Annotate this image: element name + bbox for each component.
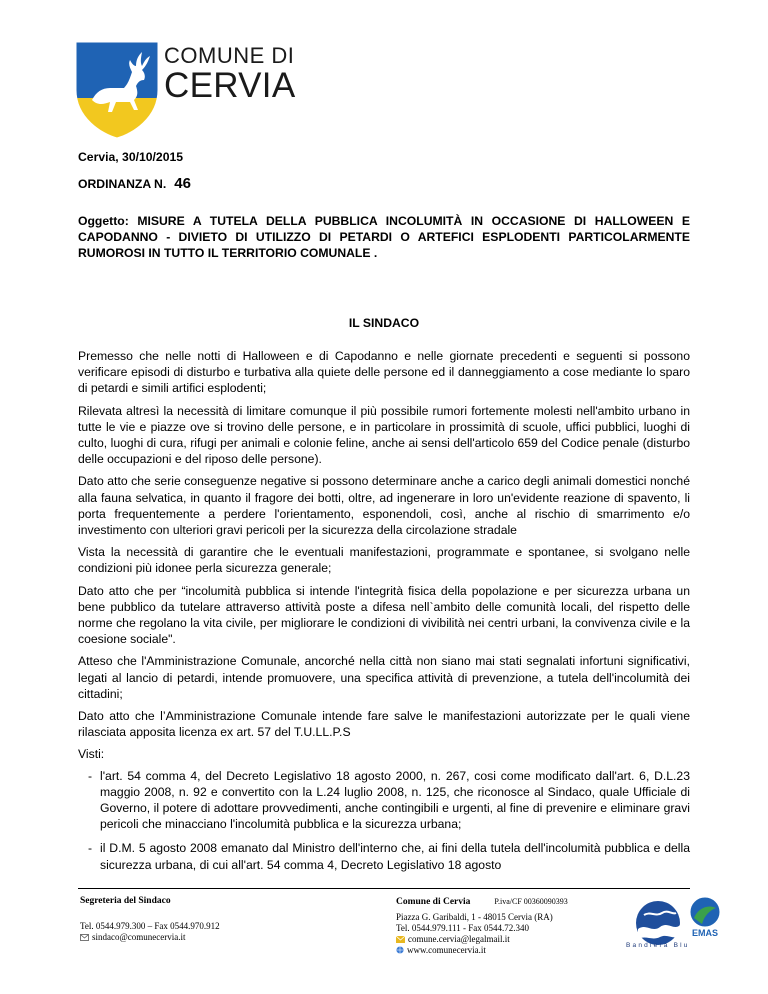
footer-left-email-row xyxy=(80,932,220,943)
web-icon xyxy=(396,946,404,954)
email-icon xyxy=(396,936,405,943)
paragraph-vista: Vista la necessità di garantire che le eventuali manifestazioni, programmate e spontanee, si svolgano nelle condizioni più idonee perla sicurezza generale; xyxy=(78,545,690,576)
paragraph-atteso: Atteso che l'Amministrazione Comunale, ancorché nella città non siano mai stati segnalati infortuni significativi, legati al lancio di petardi, intende promuovere, una specifica attività di prevenzione, a tutela dell'incolumità dei cittadini; xyxy=(78,654,690,701)
paragraph-premesso: Premesso che nelle notti di Halloween e di Capodanno e nelle giornate precedenti e seguenti si possono verificare episodi di disturbo e turbativa alla quiete delle persone ed il danneggiamento a cose mediante lo sparo di petardi e simili artifici esplodenti; xyxy=(78,349,690,396)
ordinance-number xyxy=(78,175,191,192)
footer-comune xyxy=(396,896,568,956)
footer-right-email-row xyxy=(396,934,568,945)
document-subject: Oggetto: MISURE A TUTELA DELLA PUBBLICA INCOLUMITÀ IN OCCASIONE DI HALLOWEEN E CAPODANNO - DIVIETO DI UTILIZZO DI PETARDI O ARTEFICI ESPLODENTI PARTICOLARMENTE RUMOROSI IN TUTTO IL TERRITORIO COMUNALE . xyxy=(78,214,690,261)
footer-right-title: Comune di Cervia xyxy=(396,897,471,907)
cervia-coat-of-arms-icon xyxy=(72,38,162,140)
section-heading: IL SINDACO xyxy=(348,316,420,330)
visti-label: Visti: xyxy=(78,747,105,762)
paragraph-rilevata: Rilevata altresì la necessità di limitare comunque il più possibile rumori fortemente molesti nell'ambito urbano in tutte le vie e piazze ove si trovino delle persone, e in particolare in prossimità di scuole, uffici pubblici, luoghi di culto, luoghi di cura, rifugi per animali e colonie feline, anche ai sensi dell'articolo 659 del Codice penale (disturbo delle occupazioni e del riposo delle persone). xyxy=(78,403,690,467)
logo-wordmark xyxy=(164,44,295,104)
list-item: - il D.M. 5 agosto 2008 emanato dal Ministro dell'interno che, ai fini della tutela dell'incolumità pubblica e della sicurezza urbana, di cui all'art. 54 comma 4, Decreto Legislativo 18 agosto xyxy=(88,841,690,872)
email-icon xyxy=(80,934,89,941)
bandiera-blu-label: Bandiera Blu xyxy=(626,942,690,949)
footer-right-web-row xyxy=(396,945,568,956)
footer-divider xyxy=(78,888,690,889)
emas-icon xyxy=(688,896,722,948)
footer-left-email[interactable]: sindaco@comunecervia.it xyxy=(92,932,186,942)
footer-right-email[interactable]: comune.cervia@legalmail.it xyxy=(408,934,510,944)
footer-left-title: Segreteria del Sindaco xyxy=(80,896,171,906)
list-item: - l'art. 54 comma 4, del Decreto Legislativo 18 agosto 2000, n. 267, cosi come modificato dall'art. 6, D.L.23 maggio 2008, n. 92 e convertito con la L.24 luglio 2008, n. 125, che riconosce al Sindaco, quale Ufficiale di Governo, il potere di adottare provvedimenti, anche contingibili e urgenti, al fine di prevenire e eliminare gravi pericoli che minacciano l'incolumità pubblica e la sicurezza urbana; xyxy=(88,768,690,832)
footer-right-phone: Tel. 0544.979.111 - Fax 0544.72.340 xyxy=(396,923,529,933)
logo-line-comune: COMUNE DI xyxy=(164,43,295,68)
paragraph-dato-atto-incolumita: Dato atto che per “incolumità pubblica si intende l'integrità fisica della popolazione e per sicurezza urbana un bene pubblico da tutelare attraverso attività poste a difesa nell`ambito delle comunità locali, del rispetto delle norme che regolano la vita civile, per migliorare le condizioni di vivibilità nei centri urbani, la convivenza civile e la coesione sociale". xyxy=(78,583,690,647)
paragraph-dato-atto-manifestazioni: Dato atto che l’Amministrazione Comunale intende fare salve le manifestazioni autorizzate per le quali viene rilasciata apposita licenza ex art. 57 del T.U.LL.P.S xyxy=(78,709,690,740)
paragraph-dato-atto-animali: Dato atto che serie conseguenze negative si possono determinare anche a carico degli animali domestici nonché alla fauna selvatica, in quanto il fragore dei botti, oltre, ad ingenerare in loro un'evidente reazione di spavento, li porta frequentemente a perdere l'orientamento, esponendoli, così, anche al rischio di smarrimento e/o investimento con ulteriori gravi pericoli per la sicurezza della circolazione stradale xyxy=(78,474,690,538)
document-body xyxy=(78,348,690,881)
visti-list xyxy=(78,768,690,873)
logo-line-cervia: CERVIA xyxy=(164,66,296,105)
footer-left-phone: Tel. 0544.979.300 – Fax 0544.970.912 xyxy=(80,921,220,931)
emas-label: EMAS xyxy=(691,928,719,938)
document-date: Cervia, 30/10/2015 xyxy=(78,150,184,164)
ordinance-value: 46 xyxy=(174,175,191,192)
footer-right-address: Piazza G. Garibaldi, 1 - 48015 Cervia (RA) xyxy=(396,912,553,922)
footer-right-piva: P.iva/CF 00360090393 xyxy=(494,897,568,906)
footer-segreteria xyxy=(80,896,220,943)
ordinance-label: ORDINANZA N. xyxy=(78,177,167,191)
footer-right-web[interactable]: www.comunecervia.it xyxy=(407,945,486,955)
